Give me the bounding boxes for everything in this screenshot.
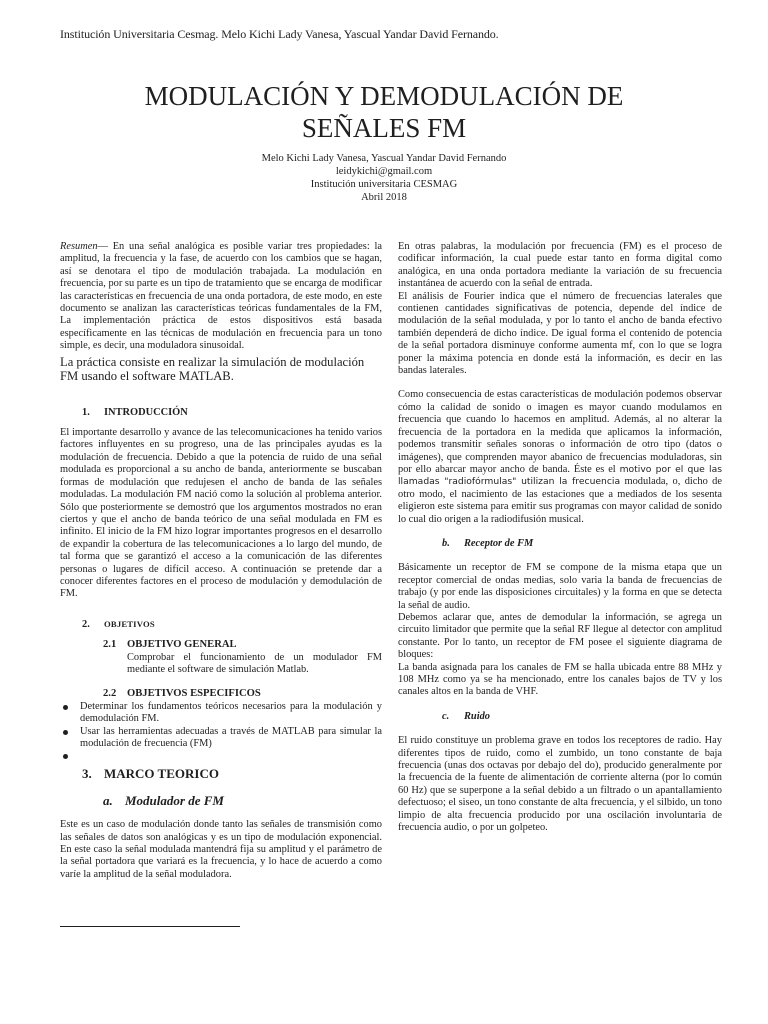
section-heading-introduccion: [60, 407, 382, 419]
paragraph-part: modulada, o, dicho de otro modo, el nacimiento de las estaciones que a mediados de los sesenta eligieron este sistema para emitir sus programas con mayor calidad de sonido lo cual dio origen a la radiodifusión musical.: [398, 476, 722, 525]
subsection-heading-receptor-fm: [398, 538, 722, 550]
receptor-paragraph-3: La banda asignada para los canales de FM se halla ubicada entre 88 MHz y 108 MHz como ya se ha mencionado, entre los canales bajos de TV y los canales altos en la banda de VHF.: [398, 661, 722, 698]
list-item: Determinar los fundamentos teóricos necesarios para la modulación y demodulación FM.: [60, 701, 382, 726]
fm-definition-paragraph: En otras palabras, la modulación por frecuencia (FM) es el proceso de codificar información, la cual puede estar tanto en forma digital como analógica, en una onda portadora mediante la variación de su frecuencia instantánea de acuerdo con la señal de entrada.: [398, 241, 722, 290]
spacer: [398, 699, 722, 711]
right-column: [398, 241, 722, 834]
author-block: [0, 152, 768, 204]
subsection-title: Ruido: [464, 710, 490, 722]
subsection-heading-modulador-fm: [60, 792, 382, 808]
abstract-dash: —: [97, 241, 108, 252]
receptor-paragraph-1: Básicamente un receptor de FM se compone de la misma etapa que un receptor comercial de ondas medias, solo varia la banda de frecuencias de trabajo (y por ende las disposiciones circuitales) y la forma en que se detecta la señal de audio.: [398, 562, 722, 611]
section-heading-marco-teorico: [60, 768, 382, 780]
spacer: [398, 550, 722, 562]
subsection-number: a.: [103, 792, 113, 808]
spacer: [60, 676, 382, 688]
author-email: leidykichi@gmail.com: [335, 166, 433, 177]
paper-title: [0, 80, 768, 144]
subsection-title: OBJETIVOS ESPECIFICOS: [127, 688, 261, 700]
left-column: [60, 241, 382, 881]
abstract-note: La práctica consiste en realizar la simulación de modulación FM usando el software MATLAB.: [60, 354, 365, 383]
subsection-number: b.: [442, 537, 450, 549]
subsection-number: c.: [442, 710, 450, 722]
list-item: Usar las herramientas adecuadas a través de MATLAB para simular la modulación de frecuencia (FM): [60, 726, 382, 751]
abstract-label: Resumen: [60, 241, 98, 252]
running-header: Institución Universitaria Cesmag. Melo Kichi Lady Vanesa, Yascual Yandar David Fernando.: [60, 27, 499, 41]
publication-date: Abril 2018: [361, 192, 407, 203]
intro-paragraph: El importante desarrollo y avance de las telecomunicaciones ha tenido varios factores influyentes en su progreso, una de las principales ayudas es la modulación de frecuencia. Debido a que la potencia de ruido de una señal modulada es proporcional a su ancho de banda, anteriormente se buscaban formas de modulación que redujesen el ancho de banda de las señales moduladas. La modulación FM nació como la solución al problema anterior. Sólo que posteriormente se demostró que los argumentos mostrados no eran ciertos y que el ancho de banda teórico de una señal modulada en FM es infinito. El inicio de la FM hizo lograr importantes progresos en el desarrollo de expandir la cobertura de las telecomunicaciones a lo largo del mundo, de tal forma que se garantizó el acceso a la comunicación de las diferentes personas o lugares de difícil acceso. A continuación se pretende dar a conocer diferentes factores en el proceso de modulación y demodulación de FM.: [60, 427, 382, 600]
subsection-title: OBJETIVO GENERAL: [127, 639, 237, 651]
fourier-paragraph: El análisis de Fourier indica que el número de frecuencias laterales que contienen cantidades significativas de potencia, depende del índice de modulación de la señal modulada, y por lo tanto el ancho de banda efectivo también dependerá de dicho índice. De igual forma el contenido de potencia de la señal portadora disminuye conforme aumenta mf, con lo que se logra poner la máxima potencia en donde está la información, es decir en las bandas laterales.: [398, 290, 722, 377]
spacer: [398, 377, 722, 389]
empty-list-item: [60, 750, 382, 762]
subsection-heading-ruido: [398, 711, 722, 723]
spacer: [60, 807, 382, 819]
subsection-title: Modulador de FM: [125, 792, 224, 808]
subsection-heading-objetivo-general: [60, 639, 382, 651]
objetivo-general-text: Comprobar el funcionamiento de un modulador FM mediante el software de simulación Matlab.: [127, 651, 382, 675]
section-title: INTRODUCCIÓN: [104, 406, 188, 418]
receptor-paragraph-2: Debemos aclarar que, antes de demodular la información, se agrega un circuito limitador que permite que la señal RF llegue al detector con amplitud constante. Por lo tanto, un receptor de FM posee el siguiente diagrama de bloques:: [398, 611, 722, 661]
paragraph-part: Como consecuencia de estas características de modulación podemos observar cómo la calidad de sonido o imagen es mayor cuando modulamos en frecuencia que cuando lo hacemos en amplitud. Además, al no alterar la frecuencia de la portadora en la medida que aplicamos la información, podemos transmitir señales sonoras o información de otro tipo (datos o imágenes), que comprenden mayor abanico de frecuencias moduladoras, sin por ello abarcar mayor ancho de banda. Éste es el: [398, 389, 722, 475]
spacer: [398, 526, 722, 538]
ruido-paragraph: El ruido constituye un problema grave en todos los receptores de radio. Hay diferentes tipos de ruido, como el zumbido, un tono constante de baja frecuencia (unas dos octavas por debajo del do), producido generalmente por la frecuencia de la fuente de alimentación de corriente alterna (por lo común 60 Hz) que se superpone a la señal debido a un filtrado o un apantallamiento defectuoso; el siseo, un tono constante de alta frecuencia, y el silbido, un tono limpio de alta frecuencia producido por una oscilación involuntaria de frecuencia audio, o por un golpeteo.: [398, 735, 722, 834]
paragraph-part-alt-font: motivo por el que las llamadas "radiofórmulas" utilizan la frecuencia: [398, 463, 722, 488]
section-number: 2.: [82, 618, 90, 630]
subsection-heading-objetivos-especificos: [60, 688, 382, 700]
author-institution: Institución universitaria CESMAG: [310, 179, 458, 190]
section-title: MARCO TEORICO: [104, 766, 219, 782]
spacer: [398, 723, 722, 735]
subsection-number: 2.1: [103, 639, 117, 651]
subsection-title: Receptor de FM: [464, 537, 534, 549]
author-names: Melo Kichi Lady Vanesa, Yascual Yandar David Fernando: [261, 153, 507, 164]
subsection-number: 2.2: [103, 688, 117, 700]
abstract-text: En una señal analógica es posible variar tres propiedades: la amplitud, la frecuencia y la fase, de acuerdo con los cambios que se hagan, así se denotara el tipo de modulación trabajada. La modulación en frecuencia, por su parte es un tipo de tratamiento que se encarga de modificar las características en frecuencia de una onda portadora, de este modo, en este documento se analizan las características teóricas fundamentales de la FM, La implementación práctica de estos dispositivos está basada específicamente en las técnicas de modulación en frecuencia para un tono simple, es decir, una moduladora sinusoidal.: [60, 241, 382, 352]
abstract: [60, 241, 382, 353]
title-line-2: SEÑALES FM: [301, 113, 467, 143]
section-heading-objetivos: [60, 618, 382, 631]
footnote-rule: [60, 926, 240, 927]
title-line-1: MODULACIÓN Y DEMODULACIÓN DE: [144, 81, 624, 111]
section-number: 1.: [82, 406, 90, 418]
section-title: OBJETIVOS: [104, 618, 155, 629]
modulador-fm-paragraph: Este es un caso de modulación donde tanto las señales de transmisión como las señales de datos son analógicas y es un tipo de modulación exponencial. En este caso la señal modulada mantendrá fija su amplitud y el parámetro de la señal portadora que variará es la frecuencia, y lo hace de acuerdo a como varíe la amplitud de la señal moduladora.: [60, 819, 382, 880]
consequences-paragraph: [398, 389, 722, 525]
section-number: 3.: [82, 766, 92, 782]
